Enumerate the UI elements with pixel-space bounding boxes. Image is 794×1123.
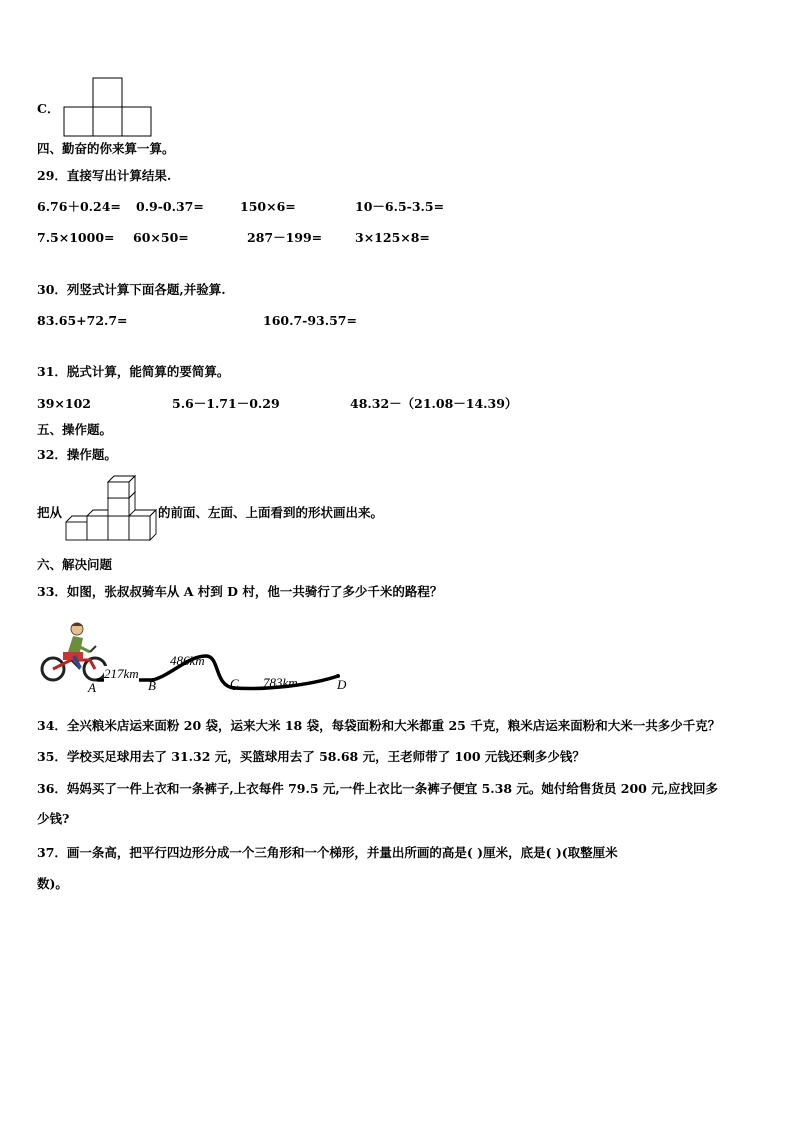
q29-r2-c2: 60×50= (133, 230, 189, 245)
q30-item-2: 160.7-93.57= (263, 313, 357, 328)
q29-r2-c1: 7.5×1000= (37, 230, 115, 245)
section6-title: 六、解决问题 (37, 557, 113, 572)
q36-line2: 少钱? (37, 811, 70, 826)
q32-suffix: 的前面、左面、上面看到的形状画出来。 (158, 505, 384, 520)
route-distance-cd: 783km (263, 675, 298, 690)
q37-line1: 37．画一条高，把平行四边形分成一个三角形和一个梯形，并量出所画的高是( )厘米，底是( )(取整厘米 (37, 845, 618, 860)
q37-line2: 数)。 (37, 876, 68, 891)
route-point-c: C (230, 676, 239, 691)
q31-item-2: 5.6－1.71－0.29 (172, 396, 280, 411)
q29-r1-c3: 150×6= (240, 199, 296, 214)
q31-title: 31．脱式计算，能简算的要简算。 (37, 364, 230, 379)
cyclist-icon (42, 623, 106, 681)
q32-prefix: 把从 (37, 505, 63, 520)
q33-title: 33．如图，张叔叔骑车从 A 村到 D 村，他一共骑行了多少千米的路程？ (37, 584, 443, 599)
route-distance-bc: 486km (170, 653, 205, 668)
section5-title: 五、操作题。 (37, 422, 113, 437)
q29-r2-c4: 3×125×8= (355, 230, 430, 245)
q29-r1-c4: 10－6.5-3.5= (355, 199, 445, 214)
route-point-d: D (337, 677, 347, 692)
q29-r1-c2: 0.9-0.37= (136, 199, 204, 214)
q29-r1-c1: 6.76＋0.24= (37, 199, 121, 214)
option-c-label: C． (37, 101, 60, 116)
q34-text: 34．全兴粮米店运来面粉 20 袋，运来大米 18 袋，每袋面粉和大米都重 25 千克，粮米店运来面粉和大米一共多少千克？ (37, 718, 721, 733)
route-point-a: A (88, 680, 96, 695)
q31-item-1: 39×102 (37, 396, 91, 411)
q35-text: 35．学校买足球用去了 31.32 元，买篮球用去了 58.68 元，王老师带了 100 元钱还剩多少钱？ (37, 749, 585, 764)
q30-item-1: 83.65+72.7= (37, 313, 128, 328)
q30-title: 30．列竖式计算下面各题,并验算. (37, 282, 226, 297)
q31-item-3: 48.32－（21.08－14.39） (350, 396, 518, 411)
q29-title: 29．直接写出计算结果. (37, 168, 172, 183)
option-c-figure (64, 78, 154, 138)
section4-title: 四、勤奋的你来算一算。 (37, 141, 175, 156)
cube-stack-figure (66, 476, 158, 542)
route-point-b: B (148, 678, 156, 693)
q29-r2-c3: 287－199= (247, 230, 323, 245)
q32-title: 32．操作题。 (37, 447, 117, 462)
route-distance-ab: 217km (104, 666, 139, 681)
q36-line1: 36．妈妈买了一件上衣和一条裤子,上衣每件 79.5 元,一件上衣比一条裤子便宜 5.38 元。她付给售货员 200 元,应找回多 (37, 781, 719, 796)
